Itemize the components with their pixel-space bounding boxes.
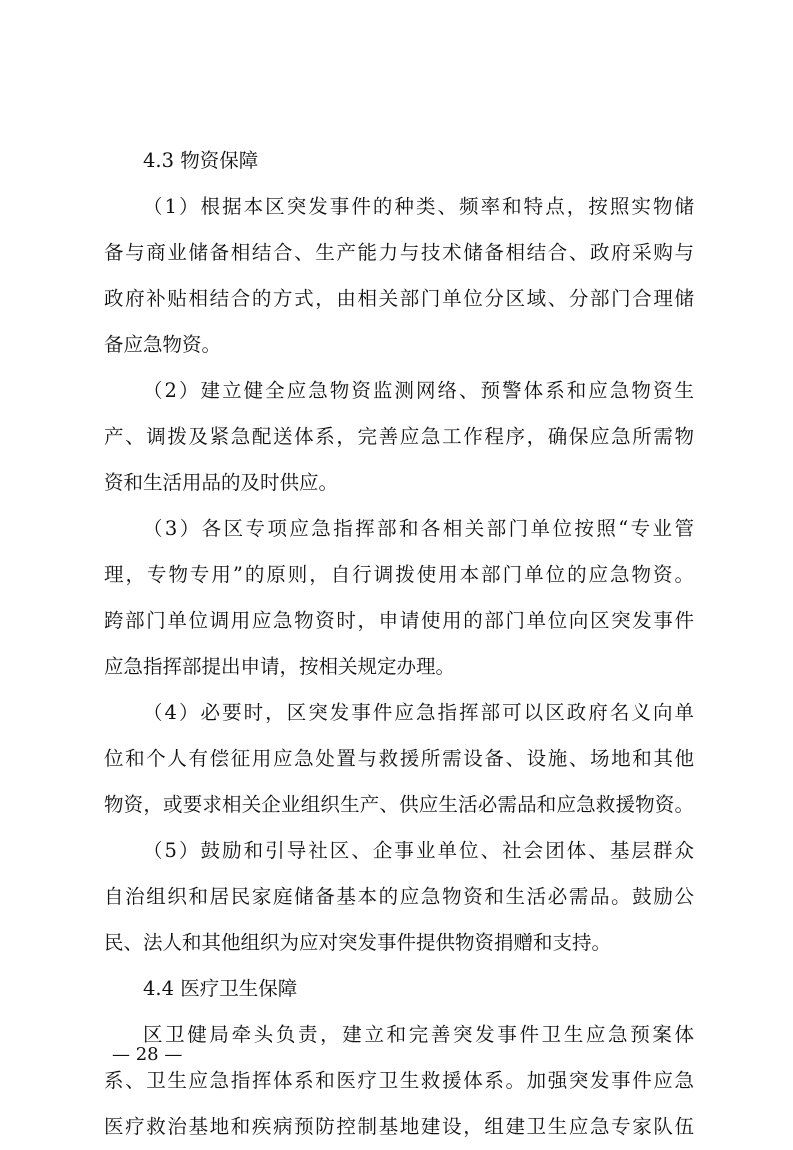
text-line: 政府补贴相结合的方式，由相关部门单位分区域、分部门合理储 <box>104 287 694 310</box>
text-line: 备应急物资。 <box>104 333 222 356</box>
text-line: （3）各区专项应急指挥部和各相关部门单位按照“专业管 <box>143 517 694 540</box>
section-heading-4-3: 4.3 物资保障 <box>143 149 259 172</box>
text-line: 应急指挥部提出申请，按相关规定办理。 <box>104 655 456 678</box>
text-line: 跨部门单位调用应急物资时，申请使用的部门单位向区突发事件 <box>104 609 694 632</box>
text-line: 民、法人和其他组织为应对突发事件提供物资捐赠和支持。 <box>104 931 612 954</box>
text-line: （5）鼓励和引导社区、企事业单位、社会团体、基层群众 <box>143 839 694 862</box>
text-line: 位和个人有偿征用应急处置与救援所需设备、设施、场地和其他 <box>104 747 694 770</box>
text-line: （4）必要时，区突发事件应急指挥部可以区政府名义向单 <box>143 701 694 724</box>
text-line: 产、调拨及紧急配送体系，完善应急工作程序，确保应急所需物 <box>104 425 694 448</box>
text-line: 备与商业储备相结合、生产能力与技术储备相结合、政府采购与 <box>104 241 694 264</box>
text-line: 医疗救治基地和疾病预防控制基地建设，组建卫生应急专家队伍 <box>104 1115 694 1138</box>
text-line: 物资，或要求相关企业组织生产、供应生活必需品和应急救援物资。 <box>104 793 694 816</box>
text-line: 自治组织和居民家庭储备基本的应急物资和生活必需品。鼓励公 <box>104 885 694 908</box>
page-number: — 28 — <box>112 1044 183 1065</box>
text-line: （1）根据本区突发事件的种类、频率和特点，按照实物储 <box>143 195 694 218</box>
section-heading-4-4: 4.4 医疗卫生保障 <box>143 977 298 1000</box>
text-line: 资和生活用品的及时供应。 <box>104 471 339 494</box>
text-line: 区卫健局牵头负责，建立和完善突发事件卫生应急预案体 <box>143 1023 694 1046</box>
document-body <box>104 138 694 1150</box>
text-line: （2）建立健全应急物资监测网络、预警体系和应急物资生 <box>143 379 694 402</box>
text-line: 系、卫生应急指挥体系和医疗卫生救援体系。加强突发事件应急 <box>104 1069 694 1092</box>
text-line: 理，专物专用”的原则，自行调拨使用本部门单位的应急物资。 <box>104 563 694 586</box>
